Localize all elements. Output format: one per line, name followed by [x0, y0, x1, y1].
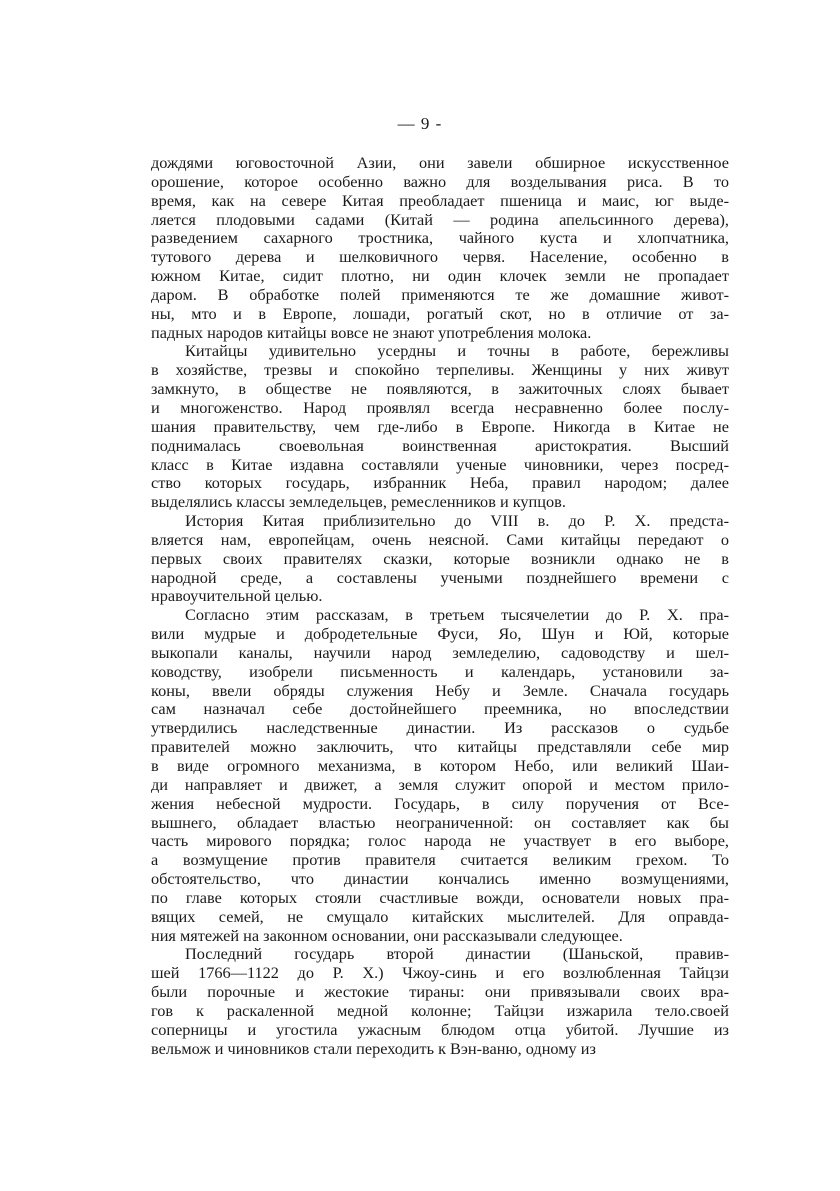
text-line: время, как на севере Китая преобладает пшеница и маис, юг выде- — [151, 191, 729, 210]
text-line: ляется плодовыми садами (Китай — родина апельсинного дерева), — [151, 210, 729, 229]
paragraph — [151, 342, 729, 512]
text-line: в хозяйстве, трезвы и спокойно терпеливы. Женщины у них живут — [151, 361, 729, 380]
text-line: дождями юговосточной Азии, они завели обширное искусственное — [151, 154, 729, 172]
text-line: жения небесной мудрости. Государь, в силу поручения от Все- — [151, 794, 729, 813]
text-line: гов к раскаленной медной колонне; Тайцзи изжарила тело.своей — [151, 1001, 729, 1020]
text-line: замкнуто, в обществе не появляются, в зажиточных слоях бывает — [151, 380, 729, 399]
text-line: вышнего, обладает властью неограниченной: он составляет как бы — [151, 813, 729, 832]
text-line: соперницы и угостила ужасным блюдом отца убитой. Лучшие из — [151, 1020, 729, 1039]
text-line: часть мирового порядка; голос народа не участвует в его выборе, — [151, 832, 729, 851]
text-line: тутового дерева и шелковичного червя. Население, особенно в — [151, 248, 729, 267]
text-line: коны, ввели обряды служения Небу и Земле. Сначала государь — [151, 681, 729, 700]
text-line: разведением сахарного тростника, чайного куста и хлопчатника, — [151, 229, 729, 248]
page-number: — 9 - — [397, 114, 443, 133]
text-line: по главе которых стояли счастливые вожди, основатели новых пра- — [151, 888, 729, 907]
paragraph — [151, 154, 729, 342]
text-line: История Китая приблизительно до VIII в. до Р. Х. предста- — [185, 512, 729, 531]
text-line: первых своих правителях сказки, которые возникли однако не в — [151, 549, 729, 568]
text-line: вельмож и чиновников стали переходить к Вэн-ваню, одному из — [151, 1039, 596, 1058]
text-line: обстоятельство, что династии кончались именно возмущениями, — [151, 870, 729, 889]
text-line: ди направляет и движет, а земля служит опорой и местом прило- — [151, 775, 729, 794]
text-line: ния мятежей на законном основании, они рассказывали следующее. — [151, 926, 623, 945]
text-line: шей 1766—1122 до Р. Х.) Чжоу-синь и его возлюбленная Тайцзи — [151, 964, 729, 983]
text-line: народной среде, а составлены учеными позднейшего времени с — [151, 568, 729, 587]
text-line: нравоучительной целью. — [151, 587, 323, 606]
text-line: и многоженство. Народ проявлял всегда несравненно более послу- — [151, 398, 729, 417]
text-line: ство которых государь, избранник Неба, правил народом; далее — [151, 474, 729, 493]
text-line: выделялись классы земледельцев, ремесленников и купцов. — [151, 493, 566, 512]
text-line: ны, мто и в Европе, лошади, рогатый скот, но в отличие от за- — [151, 304, 729, 323]
text-line: шания правительству, чем где-либо в Европе. Никогда в Китае не — [151, 417, 729, 436]
text-line: класс в Китае издавна составляли ученые чиновники, через посред- — [151, 455, 729, 474]
text-line: Последний государь второй династии (Шаньской, правив- — [185, 945, 729, 964]
text-line: поднималась своевольная воинственная аристократия. Высший — [151, 436, 729, 455]
text-line: в виде огромного механизма, в котором Небо, или великий Шаи- — [151, 757, 729, 775]
text-line: вящих семей, не смущало китайских мыслителей. Для оправда- — [151, 907, 729, 926]
paragraph — [151, 606, 729, 945]
text-line: падных народов китайцы вовсе не знают употребления молока. — [151, 323, 592, 342]
text-line: Китайцы удивительно усердны и точны в работе, бережливы — [185, 342, 729, 361]
text-line: выкопали каналы, научили народ земледелию, садоводству и шел- — [151, 643, 729, 662]
text-line: а возмущение против правителя считается великим грехом. То — [151, 851, 729, 870]
text-line: вляется нам, европейцам, очень неясной. Сами китайцы передают о — [151, 530, 729, 549]
text-line: ководству, изобрели письменность и календарь, установили за- — [151, 662, 729, 681]
paragraph — [151, 945, 729, 1058]
text-line: вили мудрые и добродетельные Фуси, Яо, Шун и Юй, которые — [151, 625, 729, 644]
text-line: даром. В обработке полей применяются те же домашние живот- — [151, 285, 729, 304]
text-line: правителей можно заключить, что китайцы представляли себе мир — [151, 738, 729, 757]
text-line: южном Китае, сидит плотно, ни один клочек земли не пропадает — [151, 267, 729, 286]
text-line: Согласно этим рассказам, в третьем тысячелетии до Р. Х. пра- — [185, 606, 729, 625]
paragraph — [151, 512, 729, 606]
text-line: сам назначал себе достойнейшего преемника, но впоследствии — [151, 700, 729, 719]
body-text — [151, 154, 729, 1059]
text-line: утвердились наследственные династии. Из рассказов о судьбе — [151, 719, 729, 738]
text-line: орошение, которое особенно важно для возделывания риса. В то — [151, 172, 729, 191]
text-line: были порочные и жестокие тираны: они привязывали своих вра- — [151, 983, 729, 1002]
